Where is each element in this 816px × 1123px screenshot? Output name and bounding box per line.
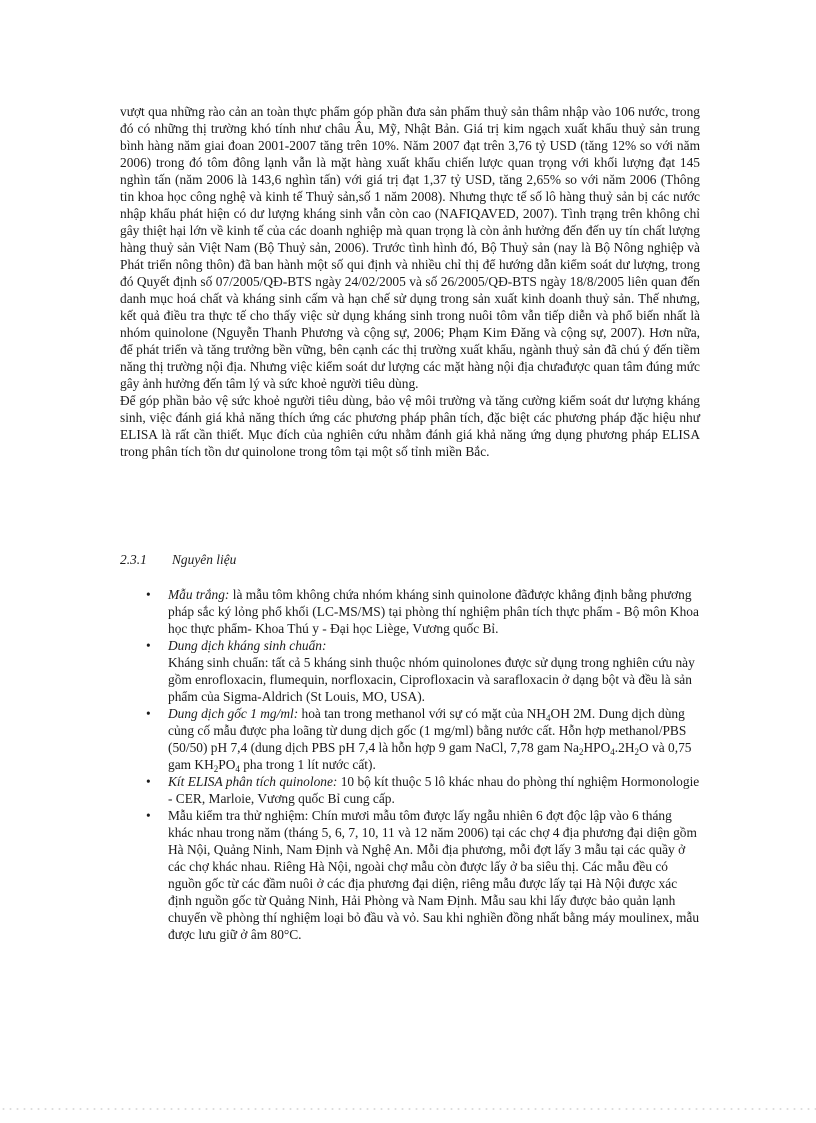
intro-paragraph: vượt qua những rào cản an toàn thực phẩm góp phần đưa sản phẩm thuỷ sản thâm nhập vào 106 nước, trong đó có những thị trường khó tính như châu Âu, Mỹ, Nhật Bản. Giá trị kim ngạch xuất khẩu thuỷ sản trung bình hàng năm giai đoan 2001-2007 tăng trên 10%. Năm 2007 đạt trên 3,76 tỷ USD (tăng 12% so với năm 2006) trong đó tôm đông lạnh vẫn là mặt hàng xuất khẩu chiến lược quan trọng với khối lượng đạt 145 nghìn tấn (năm 2006 là 143,6 nghìn tấn) với giá trị đạt 1,37 tỷ USD, tăng 2,65% so với năm 2006 (Thông tin khoa học công nghệ và kinh tế Thuỷ sản,số 1 năm 2008). Nhưng thực tế số lô hàng thuỷ sản bị các nước nhập khẩu phát hiện có dư lượng kháng sinh vẫn còn cao (NAFIQAVED, 2007). Tình trạng trên không chỉ gây thiệt hại lớn về kinh tế của các doanh nghiệp mà quan trọng là còn ảnh hưởng đến đến uy tín chất lượng hàng thuỷ sản Việt Nam (Bộ Thuỷ sản, 2006). Trước tình hình đó, Bộ Thuỷ sản (nay là Bộ Nông nghiệp và Phát triển nông thôn) đã ban hành một số qui định và nhiều chỉ thị để hướng dẫn kiểm soát dư lượng, trong đó Quyết định số 07/2005/QĐ-BTS ngày 24/02/2005 và số 26/2005/QĐ-BTS ngày 18/8/2005 liên quan đến danh mục hoá chất và kháng sinh cấm và hạn chế sử dụng trong sản xuất kinh doanh thuỷ sản. Thế nhưng, kết quả điều tra thực tế cho thấy việc sử dụng kháng sinh trong nuôi tôm vẫn tiếp diễn và phổ biến nhất là nhóm quinolone (Nguyễn Thanh Phương và cộng sự, 2006; Phạm Kim Đăng và cộng sự, 2007). Hơn nữa, để phát triển và tăng trưởng bền vững, bên cạnh các thị trường xuất khẩu, ngành thuỷ sản đã chú ý đến tiềm năng thị trường nội địa. Nhưng việc kiểm soát dư lượng các mặt hàng nội địa chưađược quan tâm đúng mức gây ảnh hưởng đến tâm lý và sức khoẻ người tiêu dùng. [120, 104, 700, 391]
subscript: 4 [235, 764, 240, 774]
section-title: Nguyên liệu [172, 552, 237, 567]
item-text: là mẫu tôm không chứa nhóm kháng sinh quinolone đãđược khẳng định bằng phương pháp sắc ký lỏng phổ khối (LC-MS/MS) tại phòng thí nghiệm phân tích thực phẩm - Bộ môn Khoa học thực phẩm- Khoa Thú y - Đại học Liège, Vương quốc Bỉ. [168, 587, 699, 636]
subscript: 4 [610, 747, 615, 757]
section-number: 2.3.1 [120, 552, 147, 567]
item-text: HPO [583, 740, 611, 755]
list-item-blank-sample [146, 586, 700, 637]
bullet-icon: • [146, 808, 151, 823]
item-text: OH 2M. Dung dịch dùng củng cố mẫu được pha loãng từ dung dịch gốc (1 mg/ml) bằng nước cất. Hỗn hợp methanol/PBS (50/50) pH 7,4 (dung dịch PBS pH 7,4 là hỗn hợp 9 gam NaCl, 7,78 gam Na [168, 706, 687, 755]
body-text [120, 103, 700, 460]
bullet-icon: • [146, 774, 151, 789]
subscript: 2 [634, 747, 640, 757]
subscript: 2 [579, 747, 584, 757]
list-item-test-samples [146, 807, 700, 943]
purpose-paragraph: Để góp phần bảo vệ sức khoẻ người tiêu dùng, bảo vệ môi trường và tăng cường kiểm soát dư lượng kháng sinh, việc đánh giá khả năng thích ứng các phương pháp phân tích, đặc biệt các phương pháp đặc hiệu như ELISA là rất cần thiết. Mục đích của nghiên cứu nhằm đánh giá khả năng ứng dụng phương pháp ELISA trong phân tích tồn dư quinolone trong tôm tại một số tỉnh miền Bắc. [120, 393, 700, 459]
item-label: Mẫu trắng: [168, 587, 230, 602]
list-item-stock-solution [146, 705, 700, 774]
item-label: Kít ELISA phân tích quinolone: [168, 774, 338, 789]
footer-dotted-border [0, 1106, 816, 1112]
item-label: Dung dịch kháng sinh chuẩn: [168, 638, 327, 653]
item-text: 10 bộ kít thuộc 5 lô khác nhau do phòng thí nghiệm Hormonologie - CER, Marloie, Vương quốc Bỉ cung cấp. [168, 774, 700, 806]
subscript: 4 [546, 713, 551, 723]
item-text: hoà tan trong methanol với sự có mặt của NH [298, 706, 547, 721]
bullet-icon: • [146, 638, 151, 653]
item-text: O và 0,75 gam KH [168, 740, 692, 772]
item-text: pha trong 1 lít nước cất). [239, 757, 376, 772]
bullet-icon: • [146, 706, 151, 721]
item-text: Kháng sinh chuẩn: tất cả 5 kháng sinh thuộc nhóm quinolones được sử dụng trong nghiên cứu này gồm enrofloxacin, flumequin, norfloxacin, Ciprofloxacin và sarafloxacin ở dạng bột và đều là sản phẩm của Sigma-Aldrich (St Louis, MO, USA). [168, 655, 695, 704]
item-text: PO [218, 757, 236, 772]
list-item-elisa-kit [146, 773, 700, 807]
item-text: .2H [614, 740, 635, 755]
subscript: 2 [213, 764, 219, 774]
bullet-icon: • [146, 587, 151, 602]
item-label: Dung dịch gốc 1 mg/ml: [168, 706, 299, 721]
item-text: Mẫu kiểm tra thử nghiệm: Chín mươi mẫu tôm được lấy ngẫu nhiên 6 đợt độc lập vào 6 tháng khác nhau trong năm (tháng 5, 6, 7, 10, 11 và 12 năm 2006) tại các chợ 4 địa phương đại diện gồm Hà Nội, Quảng Ninh, Nam Định và Nghệ An. Mỗi địa phương, mỗi đợt lấy 3 mẫu tại các quầy ở các chợ khác nhau. Riêng Hà Nội, ngoài chợ mẫu còn được lấy ở ba siêu thị. Các mẫu đều có nguồn gốc từ các đầm nuôi ở các địa phương đại diện, riêng mẫu được lấy tại Hà Nội được xác định nguồn gốc từ Quảng Ninh, Hải Phòng và Nam Định. Mẫu sau khi lấy được bảo quản lạnh chuyển về phòng thí nghiệm loại bỏ đầu và vỏ. Sau khi nghiền đồng nhất bằng máy moulinex, mẫu được lưu giữ ở âm 80°C. [168, 808, 700, 942]
list-item-standard-solution [146, 637, 700, 705]
materials-list [146, 586, 700, 943]
section-heading [120, 552, 236, 568]
